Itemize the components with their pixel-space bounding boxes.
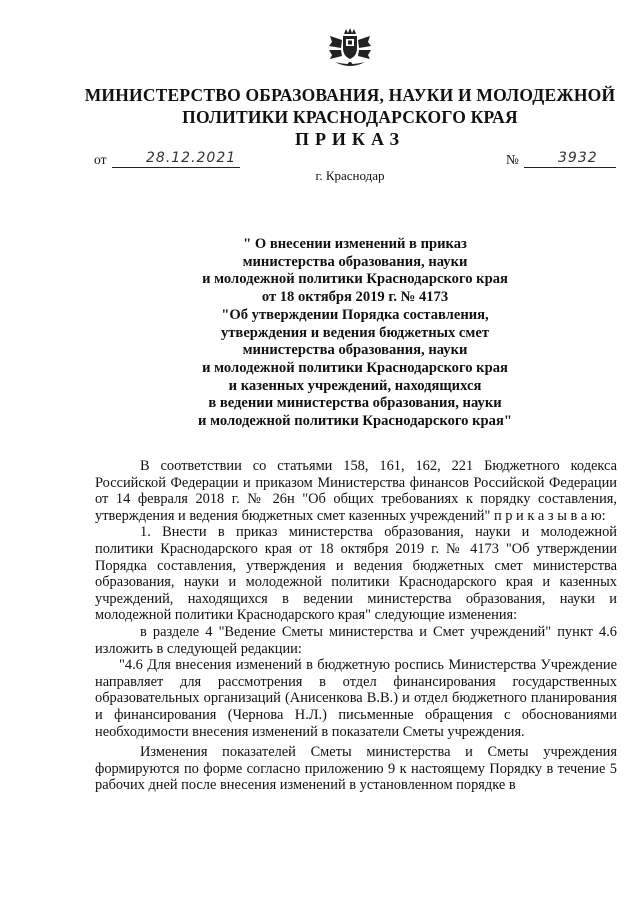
- subject-line: министерства образования, науки: [242, 253, 468, 270]
- krasnodar-coat-of-arms-icon: [327, 28, 373, 70]
- body-paragraph: В соответствии со статьями 158, 161, 162, 221 Бюджетного кодекса Российской Федерации и приказом Министерства финансов Российской Федерации от 14 февраля 2018 г. № 26н "Об общих требованиях к порядку составления, утверждения и ведения бюджетных смет казенных учреждений" п р и к а з ы в а ю:: [95, 458, 617, 524]
- ministry-name: [60, 84, 640, 128]
- order-body: [95, 458, 617, 794]
- city-name: г. Краснодар: [315, 168, 385, 183]
- subject-line: "Об утверждении Порядка составления,: [221, 306, 489, 323]
- order-subject: [75, 236, 635, 431]
- subject-line: и молодежной политики Краснодарского края: [202, 359, 508, 376]
- subject-line: в ведении министерства образования, науки: [208, 395, 502, 412]
- subject-line: от 18 октября 2019 г. № 4173: [261, 289, 449, 306]
- subject-line: министерства образования, науки: [242, 342, 468, 359]
- subject-line: и молодежной политики Краснодарского края: [202, 271, 508, 288]
- subject-line: и молодежной политики Краснодарского края": [198, 413, 512, 430]
- date-value: 28.12.2021: [146, 150, 237, 166]
- body-paragraph: 1. Внести в приказ министерства образования, науки и молодежной политики Краснодарского края от 18 октября 2019 г. № 4173 "Об утверждении Порядка составления, утверждения и ведения бюджетных смет министерства образования, науки и молодежной политики Краснодарского края и казенных учреждений, находящихся в ведении министерства образования, науки и молодежной политики Краснодарского края" следующие изменения:: [95, 524, 617, 624]
- body-paragraph: Изменения показателей Сметы министерства и Сметы учреждения формируются по форме согласно приложению 9 к настоящему Порядку в течение 5 рабочих дней после внесения изменений в установленном порядке в: [95, 744, 617, 794]
- subject-line: и казенных учреждений, находящихся: [228, 377, 482, 394]
- body-paragraph: в разделе 4 "Ведение Сметы министерства и Смет учреждений" пункт 4.6 изложить в следующей редакции:: [95, 623, 617, 657]
- document-type-title: ПРИКАЗ: [294, 129, 406, 149]
- ministry-name-line-1: МИНИСТЕРСТВО ОБРАЗОВАНИЯ, НАУКИ И МОЛОДЕЖНОЙ: [84, 85, 616, 105]
- date-label: от: [94, 152, 107, 167]
- number-value: 3932: [558, 150, 598, 166]
- number-label: №: [506, 152, 519, 167]
- body-paragraph: "4.6 Для внесения изменений в бюджетную роспись Министерства Учреждение направляет для рассмотрения в отдел финансирования государственных образовательных организаций (Анисенкова В.В.) и отдел бюджетного планирования и финансирования (Чернова Н.Л.) письменные обращения с обоснованиями необходимости внесения изменений в показатели Сметы учреждения.: [95, 657, 617, 740]
- ministry-name-line-2: ПОЛИТИКИ КРАСНОДАРСКОГО КРАЯ: [182, 107, 518, 127]
- subject-line: " О внесении изменений в приказ: [243, 236, 467, 252]
- subject-line: утверждения и ведения бюджетных смет: [220, 324, 490, 341]
